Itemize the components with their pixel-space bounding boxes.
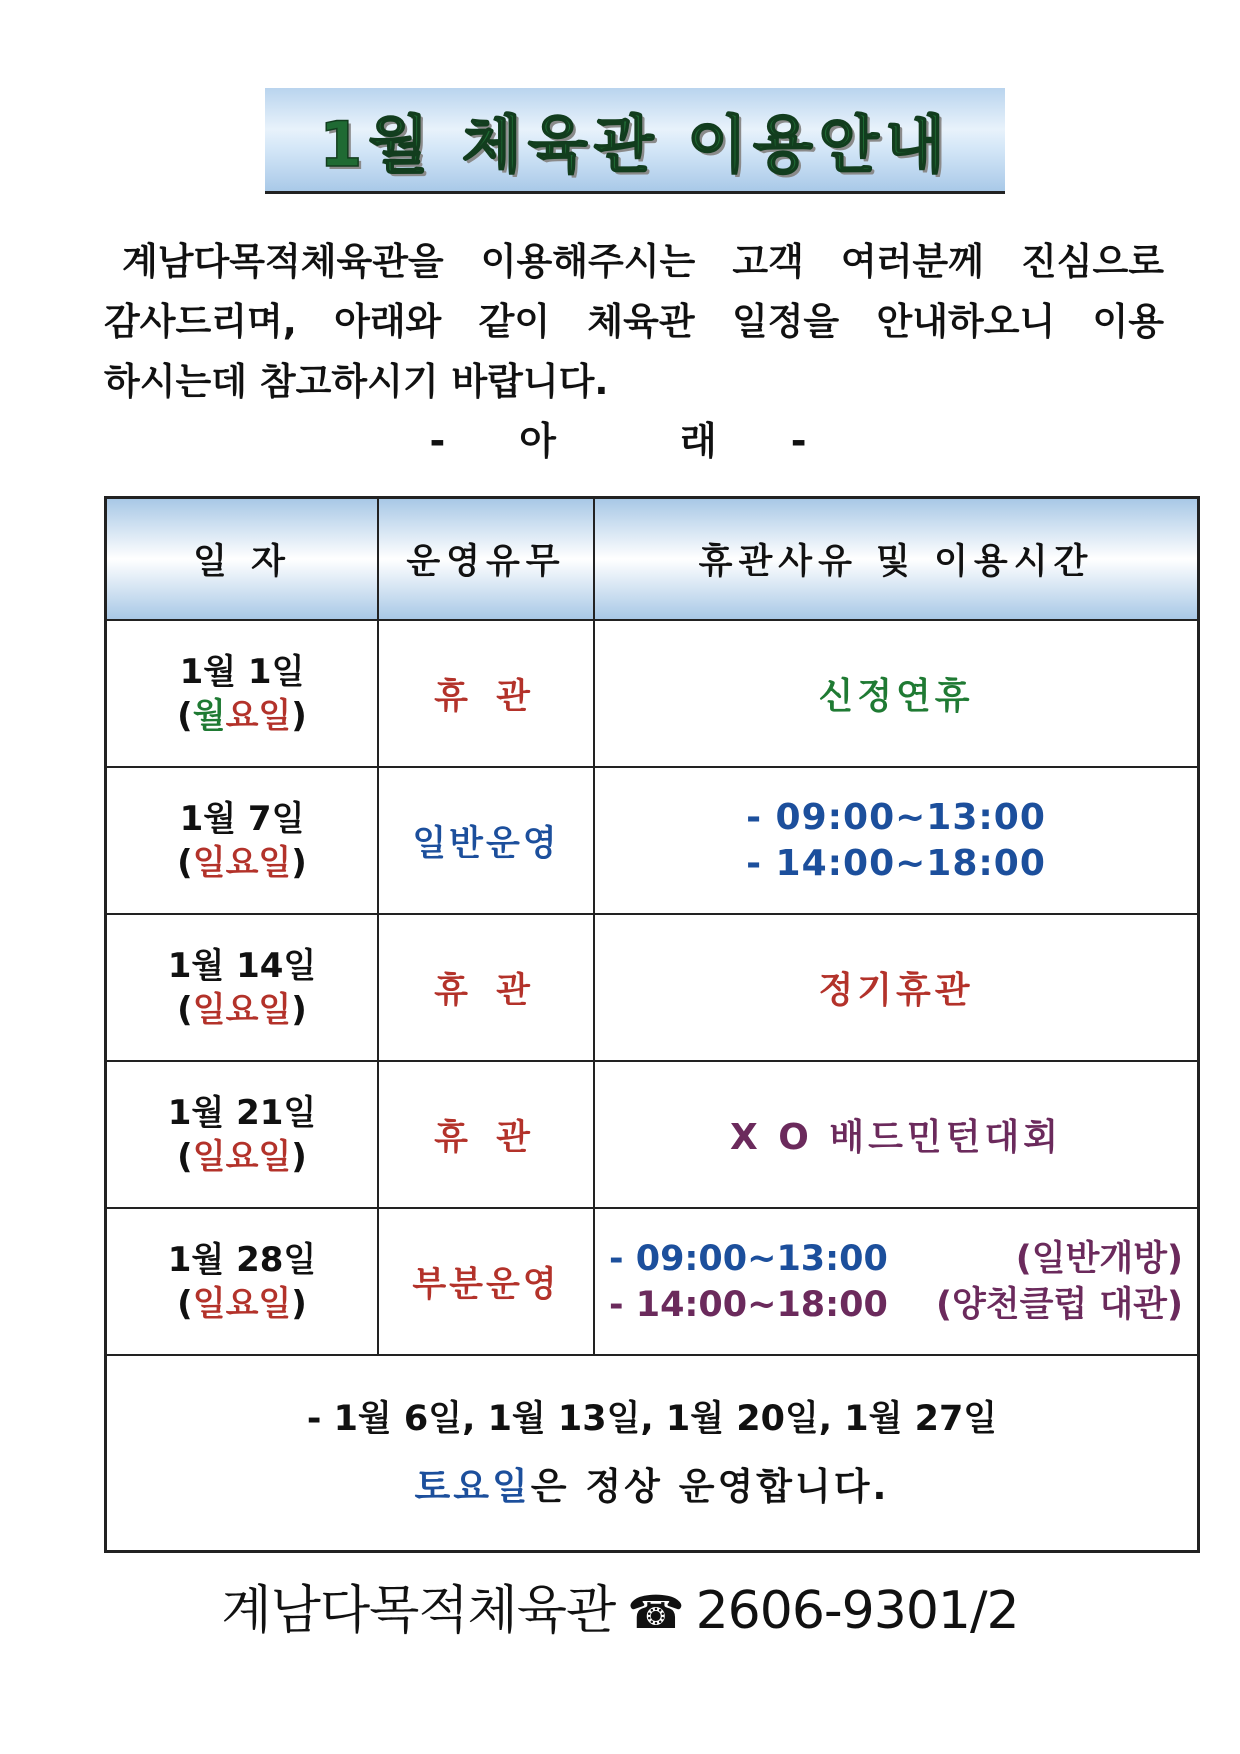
day-open-paren: (	[177, 842, 193, 883]
intro-paragraph	[104, 232, 1164, 412]
day-of-week	[177, 1282, 307, 1326]
day-of-week	[177, 988, 307, 1032]
time-note-1: (일반개방)	[1015, 1238, 1183, 1279]
time-slot-2: - 14:00~18:00	[746, 842, 1046, 884]
day-of-week	[177, 694, 307, 738]
date-text: 1월 28일	[167, 1239, 317, 1280]
note-dates: - 1월 6일, 1월 13일, 1월 20일, 1월 27일	[306, 1399, 998, 1439]
day-text: 일요일	[192, 842, 292, 883]
day-open-paren: (	[177, 989, 193, 1030]
reason-text: 정기휴관	[818, 970, 974, 1011]
day-open-paren: (	[177, 1136, 193, 1177]
day-text: 일요일	[192, 1136, 292, 1177]
reason-cell	[595, 768, 1197, 913]
day-text: 일요일	[192, 989, 292, 1030]
table-row	[107, 915, 1197, 1062]
day-open-paren: (	[177, 1283, 193, 1324]
note-saturday: 토요일	[414, 1465, 531, 1508]
status-text: 일반운영	[412, 823, 560, 864]
reason-text: X O 배드민턴대회	[729, 1117, 1063, 1158]
reason-cell	[595, 621, 1197, 766]
day-open-paren: (	[177, 695, 193, 736]
day-close-paren: )	[291, 1283, 307, 1324]
below-word-b: 래	[680, 419, 721, 463]
time-slot-1: - 09:00~13:00	[609, 1238, 888, 1279]
table-row	[107, 768, 1197, 915]
header-reason: 휴관사유 및 이용시간	[698, 542, 1094, 582]
time-slot-2: - 14:00~18:00	[609, 1284, 888, 1325]
date-text: 1월 21일	[167, 1092, 317, 1133]
footer-contact	[0, 1568, 1240, 1643]
table-row	[107, 621, 1197, 768]
reason-cell	[595, 915, 1197, 1060]
intro-line-3: 하시는데 참고하시기 바랍니다.	[104, 360, 609, 403]
day-close-paren: )	[291, 1136, 307, 1177]
date-text: 1월 14일	[167, 945, 317, 986]
header-status: 운영유무	[379, 499, 595, 619]
date-cell	[107, 768, 379, 913]
intro-line-2: 감사드리며, 아래와 같이 체육관 일정을 안내하오니 이용	[104, 300, 1164, 343]
date-text: 1월 7일	[179, 798, 305, 839]
reason-cell	[595, 1209, 1197, 1354]
table-header-row	[107, 499, 1197, 621]
status-cell	[379, 768, 595, 913]
table-row	[107, 1209, 1197, 1356]
below-dash-right: -	[790, 419, 811, 463]
status-text: 휴 관	[434, 970, 538, 1011]
page-title: 1월 체육관 이용안내	[319, 108, 951, 181]
status-text: 휴 관	[434, 676, 538, 717]
phone-icon: ☎	[627, 1585, 684, 1639]
footer-org: 계남다목적체육관	[221, 1581, 616, 1641]
status-cell	[379, 915, 595, 1060]
reason-cell	[595, 1062, 1197, 1207]
time-line-2	[609, 1282, 1183, 1328]
table-note-row	[107, 1356, 1197, 1550]
status-text: 부분운영	[412, 1264, 560, 1305]
status-cell	[379, 621, 595, 766]
day-of-week	[177, 841, 307, 885]
date-cell	[107, 621, 379, 766]
date-cell	[107, 1209, 379, 1354]
day-close-paren: )	[291, 695, 307, 736]
status-cell	[379, 1209, 595, 1354]
status-cell	[379, 1062, 595, 1207]
date-cell	[107, 915, 379, 1060]
below-heading	[0, 410, 1240, 465]
schedule-table	[104, 496, 1200, 1553]
day-close-paren: )	[291, 842, 307, 883]
note-message	[415, 1453, 890, 1521]
day-of-week	[177, 1135, 307, 1179]
time-list	[595, 1236, 1197, 1328]
title-banner	[265, 88, 1005, 194]
reason-text: 신정연휴	[818, 676, 974, 717]
below-word-a: 아	[519, 419, 560, 463]
time-slot-1: - 09:00~13:00	[746, 796, 1046, 838]
day-part-a: 월	[192, 695, 226, 736]
day-text: 일요일	[192, 1283, 292, 1324]
intro-line-1: 계남다목적체육관을 이용해주시는 고객 여러분께 진심으로	[122, 240, 1164, 283]
time-line-1	[609, 1236, 1183, 1282]
time-list	[746, 795, 1046, 887]
status-text: 휴 관	[434, 1117, 538, 1158]
time-note-2: (양천클럽 대관)	[935, 1284, 1183, 1325]
below-dash-left: -	[429, 419, 450, 463]
day-close-paren: )	[291, 989, 307, 1030]
header-date: 일 자	[107, 499, 379, 619]
date-text: 1월 1일	[179, 651, 305, 692]
day-part-b: 요일	[225, 695, 292, 736]
table-row	[107, 1062, 1197, 1209]
date-cell	[107, 1062, 379, 1207]
note-rest: 은 정상 운영합니다.	[530, 1465, 890, 1508]
footer-phone: 2606-9301/2	[695, 1581, 1019, 1641]
